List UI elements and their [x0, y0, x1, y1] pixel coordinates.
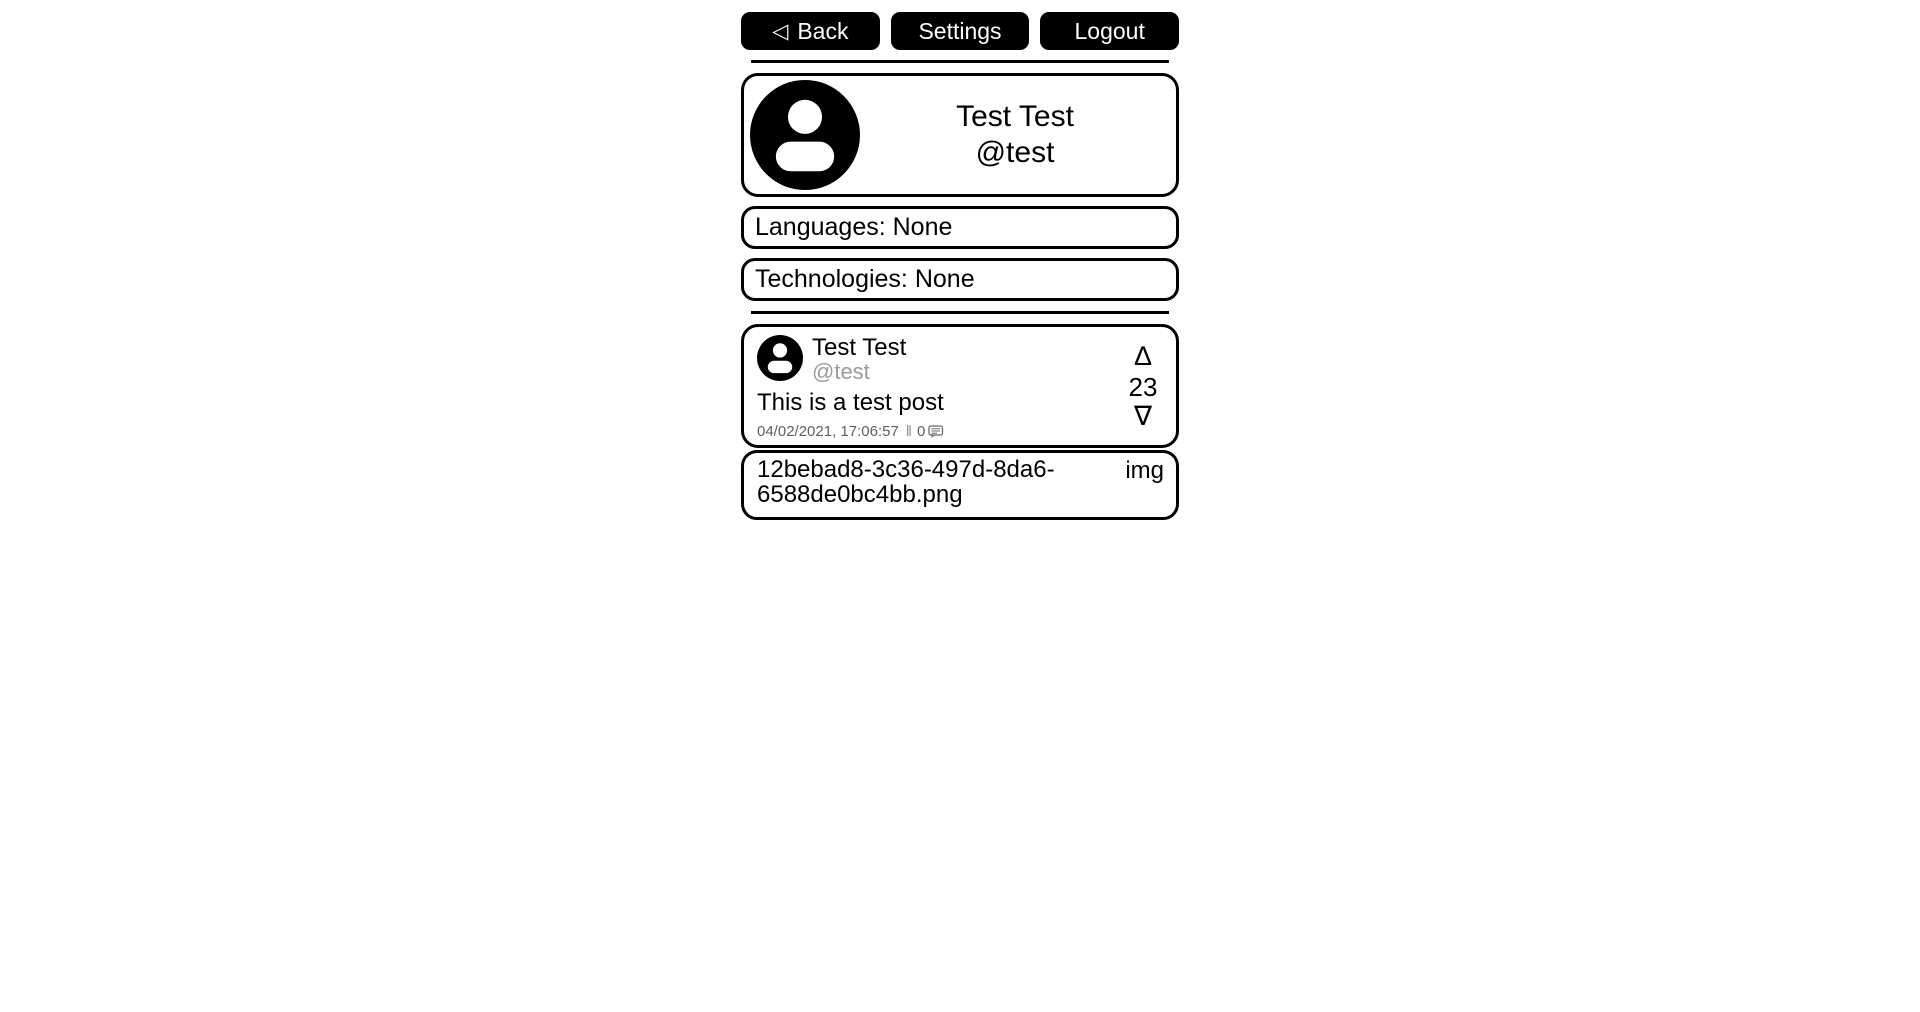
meta-separator: ‖: [905, 422, 912, 440]
top-divider: [751, 60, 1169, 63]
post-score: 23: [1128, 371, 1158, 402]
comment-count: 0: [917, 422, 926, 440]
post-main: [757, 335, 1120, 440]
vote-column: [1120, 335, 1166, 440]
posts-divider: [751, 311, 1169, 314]
downvote-button downvote-triangle-icon[interactable]: ∇: [1133, 401, 1153, 432]
technologies-label: Technologies: None: [755, 264, 975, 293]
attachment-type-label: img: [1125, 456, 1164, 484]
profile-card: [741, 73, 1179, 197]
profile-avatar person-circle-icon: [750, 80, 860, 190]
post-author-name: Test Test: [812, 333, 907, 361]
post-author-avatar person-circle-icon: [757, 335, 803, 381]
logout-button-label: Logout: [1074, 17, 1145, 44]
attachment-row[interactable]: [741, 450, 1179, 520]
technologies-box: [741, 258, 1179, 301]
back-button-label: Back: [797, 17, 849, 44]
post-timestamp: 04/02/2021, 17:06:57: [757, 422, 899, 440]
attachment-filename: 12bebad8-3c36-497d-8da6-6588de0bc4bb.png: [757, 455, 1055, 509]
post-author-block: [812, 335, 906, 383]
comment-icon: [928, 425, 944, 439]
profile-handle: @test: [975, 136, 1055, 169]
logout-button[interactable]: [1040, 12, 1179, 50]
languages-label: Languages: None: [755, 213, 953, 241]
settings-button-label: Settings: [918, 17, 1002, 44]
settings-button[interactable]: [891, 12, 1030, 50]
profile-name: Test Test: [956, 100, 1074, 133]
back-button[interactable]: [741, 12, 880, 50]
back-arrow-icon: ◁: [772, 19, 789, 43]
languages-box: [741, 206, 1179, 249]
post-header: [757, 335, 1120, 383]
upvote-button upvote-triangle-icon[interactable]: ∆: [1134, 341, 1152, 372]
header-toolbar: [741, 12, 1179, 50]
content-column: [741, 0, 1179, 520]
post-card[interactable]: [741, 324, 1179, 448]
post-author-handle: @test: [812, 358, 870, 384]
profile-identity: [860, 99, 1170, 171]
post-body: This is a test post: [757, 388, 944, 416]
post-meta: [757, 423, 1120, 440]
